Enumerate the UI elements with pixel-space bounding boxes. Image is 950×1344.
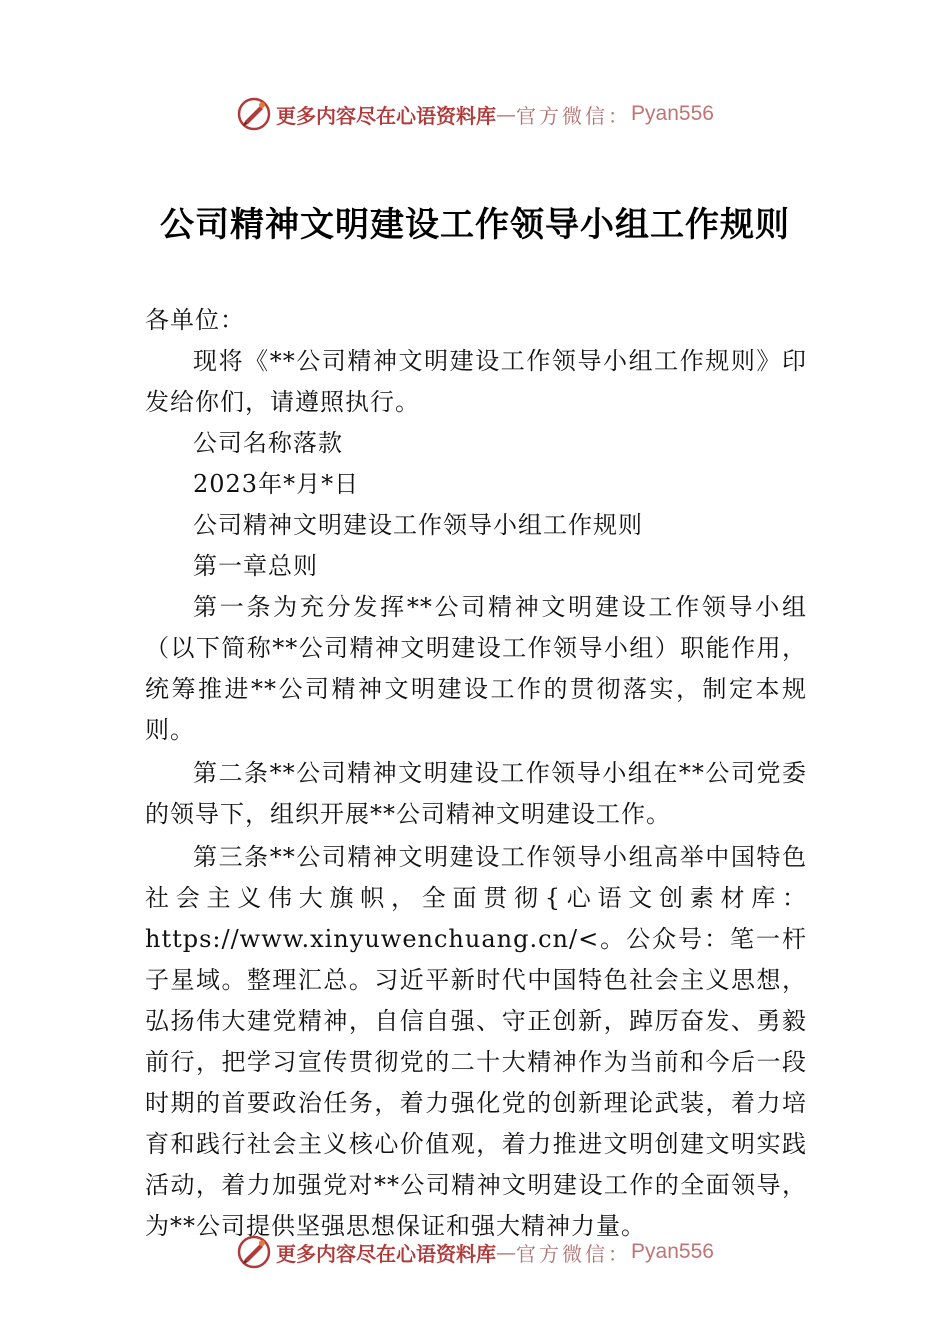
paragraph-article-2: 第二条**公司精神文明建设工作领导小组在**公司党委的领导下，组织开展**公司精神文明建设工作。 <box>145 759 807 828</box>
watermark-separator: — <box>496 1240 517 1264</box>
paragraph-notice: 现将《**公司精神文明建设工作领导小组工作规则》印发给你们，请遵照执行。 <box>145 347 807 416</box>
paragraph-date: 2023年*月*日 <box>193 470 360 498</box>
watermark-wechat-label: 官方微信： <box>516 103 632 128</box>
paragraph-chapter-heading: 第一章总则 <box>193 552 318 580</box>
paragraph-article-1: 第一条为充分发挥**公司精神文明建设工作领导小组（以下简称**公司精神文明建设工作领导小组）职能作用，统筹推进**公司精神文明建设工作的贯彻落实，制定本规则。 <box>145 593 807 744</box>
pen-logo-icon <box>236 1234 272 1270</box>
document-body <box>145 300 807 1247</box>
watermark-banner-bottom <box>0 1232 950 1272</box>
document-title: 公司精神文明建设工作领导小组工作规则 <box>160 205 790 245</box>
watermark-wechat-label: 官方微信： <box>516 1241 632 1266</box>
watermark-brand: 更多内容尽在心语资料库 <box>276 1241 497 1266</box>
paragraph-rules-title: 公司精神文明建设工作领导小组工作规则 <box>193 511 643 539</box>
salutation: 各单位： <box>145 306 245 334</box>
watermark-wechat-id: Pyan556 <box>631 1240 714 1263</box>
watermark-brand: 更多内容尽在心语资料库 <box>276 103 497 128</box>
paragraph-article-3: 第三条**公司精神文明建设工作领导小组高举中国特色社会主义伟大旗帜，全面贯彻{心语文创素材库：https://www.xinyuwenchuang.cn/<。公众号：笔一杆子星域。整理汇总。习近平新时代中国特色社会主义思想，弘扬伟大建党精神，自信自强、守正创新，踔厉奋发、勇毅前行，把学习宣传贯彻党的二十大精神作为当前和今后一段时期的首要政治任务，着力强化党的创新理论武装，着力培育和践行社会主义核心价值观，着力推进文明创建文明实践活动，着力加强党对**公司精神文明建设工作的全面领导，为**公司提供坚强思想保证和强大精神力量。 <box>145 843 807 1240</box>
watermark-wechat-id: Pyan556 <box>631 102 714 125</box>
watermark-separator: — <box>496 102 517 126</box>
pen-logo-icon <box>236 96 272 132</box>
paragraph-signature: 公司名称落款 <box>193 429 343 457</box>
watermark-banner-top <box>0 94 950 134</box>
